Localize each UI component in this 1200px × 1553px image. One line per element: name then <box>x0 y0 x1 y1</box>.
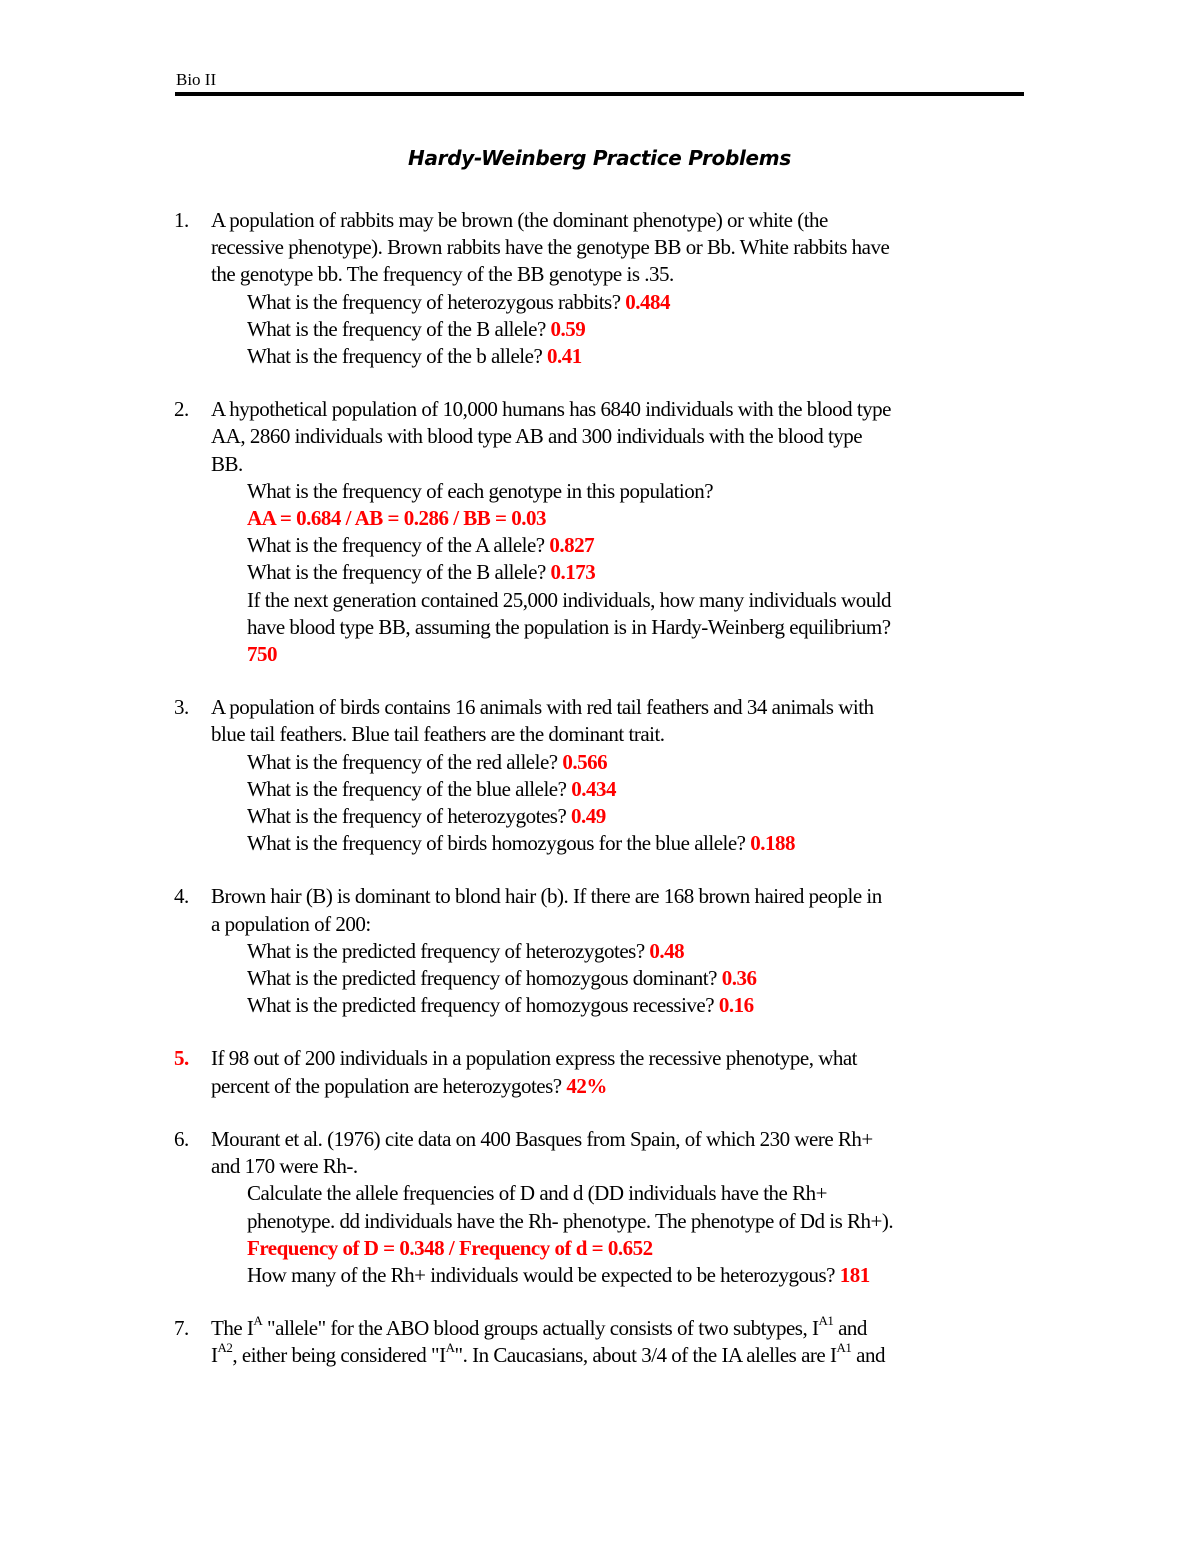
problem-text-line: BB. <box>211 451 243 476</box>
question-text: What is the frequency of heterozygotes? <box>247 804 572 829</box>
question-text: What is the predicted frequency of heterozygotes? <box>247 938 650 963</box>
question-text: phenotype. dd individuals have the Rh- phenotype. The phenotype of Dd is Rh+). <box>247 1208 894 1233</box>
header-rule <box>175 92 1024 96</box>
answer: 750 <box>247 642 277 667</box>
problem-text-line: Brown hair (B) is dominant to blond hair (b). If there are 168 brown haired people in <box>211 884 882 909</box>
problem-text-line: recessive phenotype). Brown rabbits have the genotype BB or Bb. White rabbits have <box>211 235 890 260</box>
answer: 0.484 <box>625 289 671 314</box>
problem-number: 3. <box>174 695 189 720</box>
superscript: A <box>253 1313 263 1329</box>
problem-number: 2. <box>174 397 189 422</box>
question-line <box>211 1208 1034 1235</box>
problem-7 <box>174 1315 1034 1369</box>
question-text: What is the frequency of the B allele? <box>247 316 551 341</box>
question-text: What is the frequency of each genotype in this population? <box>247 478 714 503</box>
problem-5 <box>174 1045 1034 1099</box>
question-line <box>211 641 1034 668</box>
problem-text-line <box>211 1342 1034 1369</box>
question-line <box>211 289 1034 316</box>
answer: 181 <box>839 1262 870 1287</box>
question-line <box>211 830 1034 857</box>
question-line <box>211 532 1034 559</box>
text-run: I <box>211 1343 218 1368</box>
question-text: What is the frequency of the A allele? <box>247 533 550 558</box>
answer: 42% <box>566 1073 607 1098</box>
question-line <box>211 1262 1034 1289</box>
problem-list <box>174 207 1034 1370</box>
answer: 0.188 <box>750 831 795 856</box>
problem-text-line: If 98 out of 200 individuals in a population express the recessive phenotype, what <box>211 1046 858 1071</box>
superscript: A1 <box>818 1313 834 1329</box>
problem-2 <box>174 396 1034 668</box>
question-line <box>211 478 1034 505</box>
question-text: What is the frequency of heterozygous rabbits? <box>247 289 626 314</box>
problem-number: 6. <box>174 1126 189 1151</box>
question-line <box>211 938 1034 965</box>
question-line <box>211 587 1034 614</box>
problem-text-line: A hypothetical population of 10,000 humans has 6840 individuals with the blood type <box>211 397 892 422</box>
text-run: ". In Caucasians, about 3/4 of the IA alelles are I <box>454 1343 837 1368</box>
answer: 0.566 <box>562 749 608 774</box>
answer: AA = 0.684 / AB = 0.286 / BB = 0.03 <box>247 506 547 531</box>
problem-text-line: AA, 2860 individuals with blood type AB and 300 individuals with the blood type <box>211 424 863 449</box>
answer: 0.173 <box>550 560 596 585</box>
course-label: Bio II <box>176 70 217 89</box>
answer: 0.36 <box>721 966 757 991</box>
problem-1 <box>174 207 1034 370</box>
question-line <box>211 749 1034 776</box>
answer: 0.434 <box>571 776 616 801</box>
answer: 0.59 <box>550 316 586 341</box>
question-line <box>211 343 1034 370</box>
question-text: What is the frequency of birds homozygous for the blue allele? <box>247 831 751 856</box>
problem-text-line: blue tail feathers. Blue tail feathers are the dominant trait. <box>211 722 665 747</box>
problem-text-line: a population of 200: <box>211 911 371 936</box>
problem-6 <box>174 1126 1034 1289</box>
question-line <box>211 1180 1034 1207</box>
question-line <box>211 614 1034 641</box>
problem-number: 7. <box>174 1316 189 1341</box>
answer: 0.41 <box>547 344 582 369</box>
text-run: and <box>851 1343 885 1368</box>
problem-text-line: and 170 were Rh-. <box>211 1154 358 1179</box>
problem-3 <box>174 694 1034 857</box>
problem-number: 5. <box>174 1046 189 1071</box>
text-run: The I <box>211 1316 254 1341</box>
question-text: If the next generation contained 25,000 individuals, how many individuals would <box>247 587 892 612</box>
question-text: What is the frequency of the red allele? <box>247 749 563 774</box>
answer: 0.49 <box>571 804 606 829</box>
question-line <box>211 1235 1034 1262</box>
answer: Frequency of D = 0.348 / Frequency of d = 0.652 <box>247 1235 653 1260</box>
question-text: What is the predicted frequency of homozygous recessive? <box>247 993 719 1018</box>
problem-number: 4. <box>174 884 189 909</box>
text-run: and <box>833 1316 867 1341</box>
page-title: Hardy-Weinberg Practice Problems <box>408 146 791 170</box>
question-line <box>211 316 1034 343</box>
question-text: What is the frequency of the B allele? <box>247 560 551 585</box>
question-line <box>211 505 1034 532</box>
text-run: , either being considered "I <box>232 1343 446 1368</box>
question-text: have blood type BB, assuming the population is in Hardy-Weinberg equilibrium? <box>247 614 891 639</box>
question-line <box>211 559 1034 586</box>
question-line <box>211 965 1034 992</box>
question-text: percent of the population are heterozygotes? <box>211 1073 567 1098</box>
text-run: "allele" for the ABO blood groups actually consists of two subtypes, I <box>262 1316 819 1341</box>
problem-4 <box>174 883 1034 1019</box>
answer: 0.16 <box>718 993 754 1018</box>
problem-text-line: the genotype bb. The frequency of the BB genotype is .35. <box>211 262 674 287</box>
question-line <box>211 992 1034 1019</box>
answer: 0.48 <box>649 938 685 963</box>
question-text: What is the frequency of the blue allele? <box>247 776 572 801</box>
question-text: How many of the Rh+ individuals would be expected to be heterozygous? <box>247 1262 840 1287</box>
question-text: What is the predicted frequency of homozygous dominant? <box>247 966 722 991</box>
superscript: A <box>445 1340 455 1356</box>
question-line <box>211 776 1034 803</box>
question-text: Calculate the allele frequencies of D and d (DD individuals have the Rh+ <box>247 1181 827 1206</box>
problem-text-line <box>211 1073 1034 1100</box>
answer: 0.827 <box>549 533 595 558</box>
superscript: A1 <box>836 1340 852 1356</box>
question-line <box>211 803 1034 830</box>
problem-text-line <box>211 1315 1034 1342</box>
superscript: A2 <box>217 1340 233 1356</box>
question-text: What is the frequency of the b allele? <box>247 344 548 369</box>
problem-text-line: Mourant et al. (1976) cite data on 400 Basques from Spain, of which 230 were Rh+ <box>211 1126 873 1151</box>
problem-text-line: A population of rabbits may be brown (the dominant phenotype) or white (the <box>211 208 828 232</box>
problem-number: 1. <box>174 208 189 232</box>
problem-text-line: A population of birds contains 16 animals with red tail feathers and 34 animals with <box>211 695 874 720</box>
